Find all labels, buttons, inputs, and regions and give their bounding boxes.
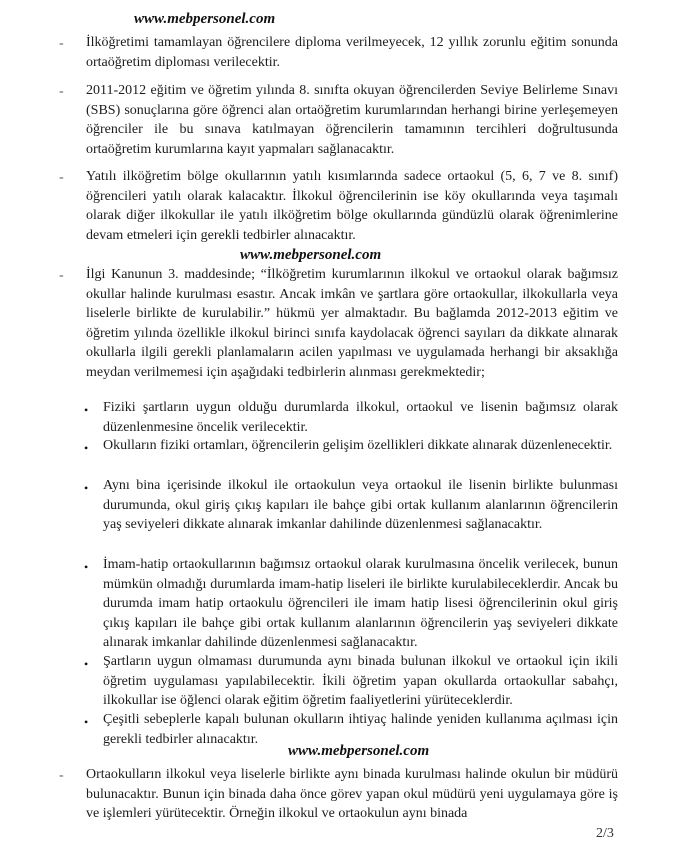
dash-marker: -	[59, 84, 64, 99]
watermark-middle: www.mebpersonel.com	[234, 246, 530, 265]
bullet-item: Şartların uygun olmaması durumunda aynı binada bulunan ilkokul ve ortaokul için ikili öğretim uygulaması yapılabilecektir. İkili öğretim yapan okullarda ortaokullar sabahçı, ilkokullar ise öğlenci olarak eğitim öğretim faaliyetlerini yürüteceklerdir.	[103, 654, 618, 708]
bullet-item: Çeşitli sebeplerle kapalı bulunan okulların ihtiyaç halinde yeniden kullanıma açılması için gerekli tedbirler alınacaktır.	[103, 712, 618, 747]
bullet-marker: •	[84, 657, 89, 671]
watermark-bottom: www.mebpersonel.com	[282, 742, 578, 761]
paragraph-sbs: 2011-2012 eğitim ve öğretim yılında 8. sınıfta okuyan öğrencilerden Seviye Belirleme Sınavı (SBS) sonuçlarına göre öğrenci alan ortaöğretim kurumlarından herhangi birine yerleşemeyen öğrenciler ile bu sınava katılmayan öğrencilerin tamamının tercihleri doğrultusunda ortaöğretim kurumlarına kayıt yapmaları sağlanacaktır.	[86, 83, 618, 157]
dash-marker: -	[59, 170, 64, 185]
bullet-item: Aynı bina içerisinde ilkokul ile ortaokulun veya ortaokul ile lisenin birlikte bulunması durumunda, okul giriş çıkış kapıları ile bahçe gibi ortak kullanım alanlarının öğrencilerin yaş seviyeleri dikkate alınarak imkanlar dahilinde düzenlenmesi sağlanacaktır.	[103, 478, 618, 532]
bullet-marker: •	[84, 715, 89, 729]
bullet-marker: •	[84, 481, 89, 495]
dash-marker: -	[59, 36, 64, 51]
watermark-top: www.mebpersonel.com	[128, 10, 426, 29]
bullet-marker: •	[84, 441, 89, 455]
paragraph-yatili: Yatılı ilköğretim bölge okullarının yatılı kısımlarında sadece ortaokul (5, 6, 7 ve 8. sınıf) öğrencileri yatılı olarak kalacaktır. İlkokul öğrencilerinin ise köy okullarında veya taşımalı olarak diğer ilkokullar ile yatılı ilköğretim bölge okullarında gündüzlü olarak öğrenimlerine devam etmeleri için gerekli tedbirler alınacaktır.	[86, 169, 618, 243]
bullet-marker: •	[84, 560, 89, 574]
bullet-item: Fiziki şartların uygun olduğu durumlarda ilkokul, ortaokul ve lisenin bağımsız olarak düzenlenmesine öncelik verilecektir.	[103, 400, 618, 435]
bullet-item: Okulların fiziki ortamları, öğrencilerin gelişim özellikleri dikkate alınarak düzenlenecektir.	[103, 438, 613, 453]
paragraph-diploma: İlköğretimi tamamlayan öğrencilere diploma verilmeyecek, 12 yıllık zorunlu eğitim sonunda ortaöğretim diploması verilecektir.	[86, 35, 618, 70]
bullet-marker: •	[84, 403, 89, 417]
dash-marker: -	[59, 768, 64, 783]
paragraph-ilgi-kanun: İlgi Kanunun 3. maddesinde; “İlköğretim kurumlarının ilkokul ve ortaokul olarak bağımsız okullar halinde kurulması esastır. Ancak imkân ve şartlara göre ortaokullar, ilkokullarla veya liselerle birlikte de kurulabilir.” hükmü yer almaktadır. Bu bağlamda 2012-2013 eğitim ve öğretim yılında özellikle ilkokul birinci sınıfa kaydolacak öğrenci sayıları da dikkate alınarak okullarla ilgili gerekli planlamaların acilen yapılması ve uygulamada herhangi bir aksaklığa meydan verilmemesi için aşağıdaki tedbirlerin alınması gerekmektedir;	[86, 267, 618, 380]
dash-marker: -	[59, 268, 64, 283]
page-number: 2/3	[596, 826, 614, 841]
paragraph-ortaokul-mudur: Ortaokulların ilkokul veya liselerle birlikte aynı binada kurulması halinde okulun bir müdürü bulunacaktır. Bunun için binada daha önce görev yapan okul müdürü yeni uygulamaya göre iş ve işlemleri yürütecektir. Örneğin ilkokul ve ortaokulun aynı binada	[86, 767, 618, 821]
bullet-item: İmam-hatip ortaokullarının bağımsız ortaokul olarak kurulmasına öncelik verilecek, bunun mümkün olmadığı durumlarda imam-hatip liseleri ile birlikte kurulabileceklerdir. Ancak bu durumda imam hatip ortaokulu öğrencileri ile imam hatip lisesi öğrencilerinin okul giriş çıkış kapıları ile bahçe gibi ortak kullanım alanlarının öğrencilerin yaş seviyeleri dikkate alınarak imkanlar dahilinde düzenlenmesi sağlanacaktır.	[103, 557, 618, 650]
